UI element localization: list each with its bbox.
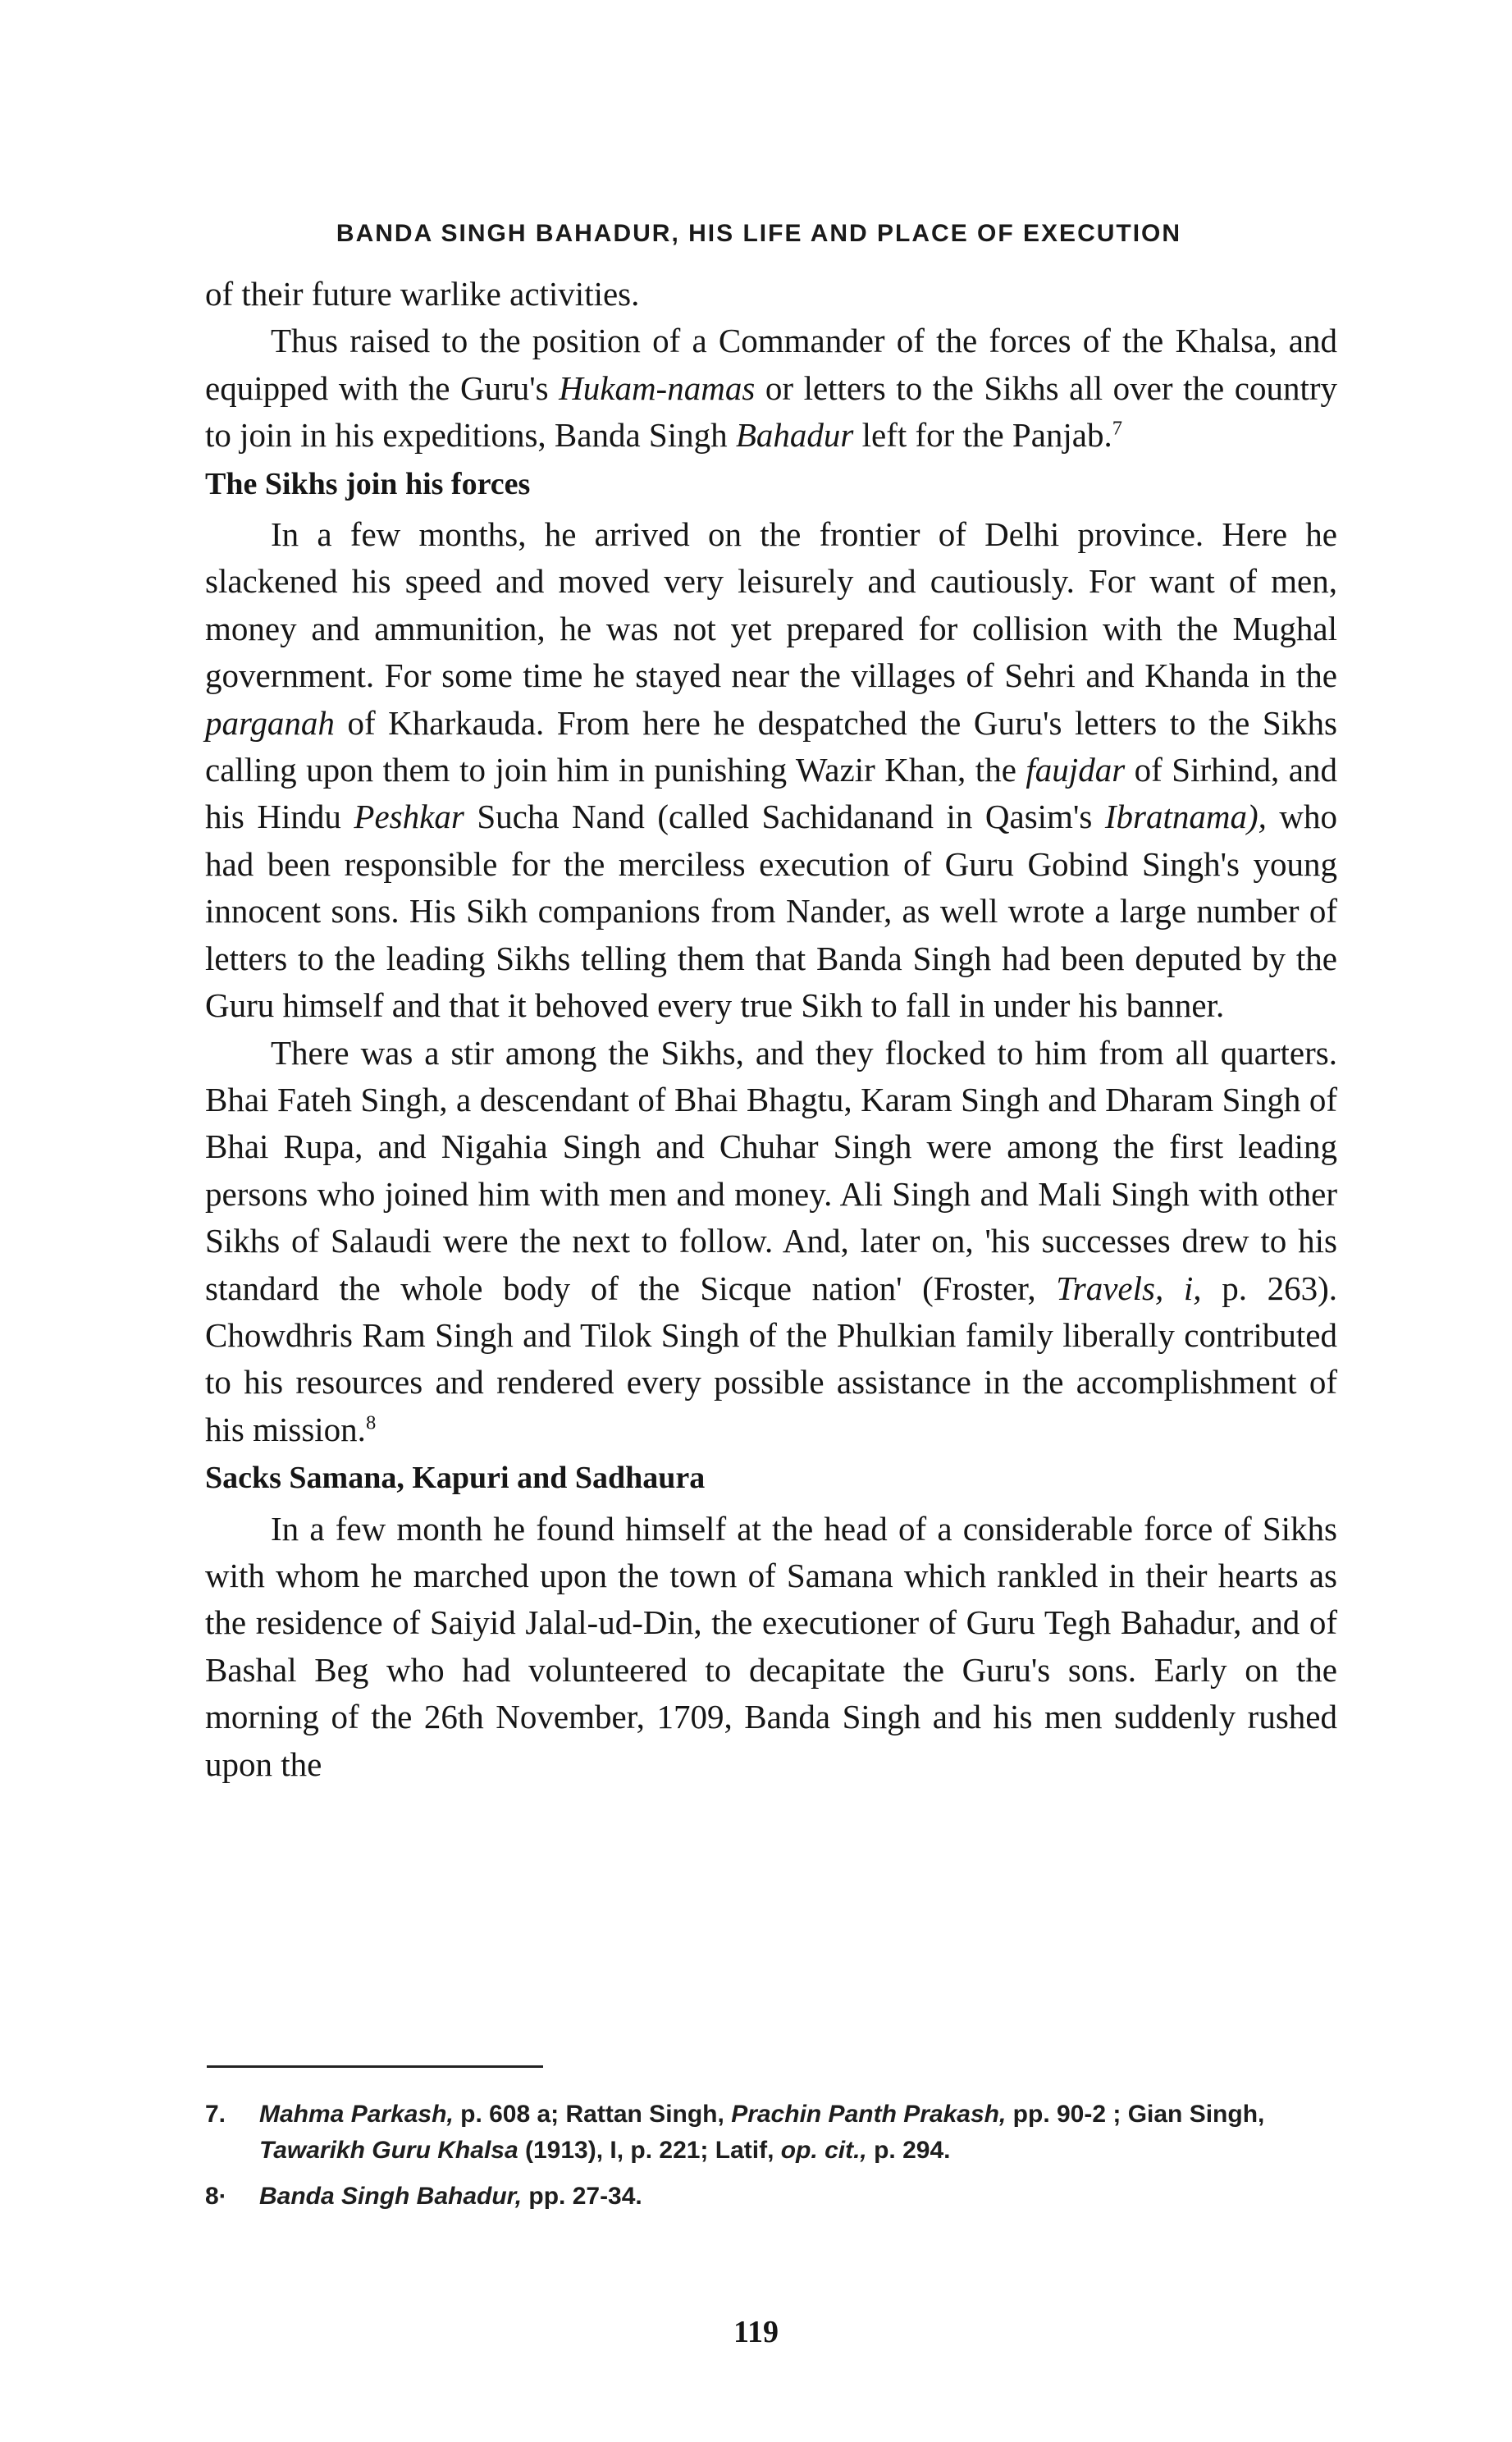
page-number: 119 <box>733 2315 779 2349</box>
paragraph: of their future warlike activities. <box>205 275 640 313</box>
footnotes <box>205 2097 1337 2225</box>
footnote-ref: 8 <box>365 1411 377 1434</box>
paragraph: In a few month he found himself at the head of a considerable force of Sikhs with whom he marched upon the town of Samana which rankled in their hearts as the residence of Saiyid Jalal-ud-Din, the executioner of Guru Tegh Bahadur, and of Bashal Beg who had volunteered to decapitate the Guru's sons. Early on the morning of the 26th November, 1709, Banda Singh and his men suddenly rushed upon the <box>205 1509 1337 1783</box>
paragraph: Thus raised to the position of a Commander of the forces of the Khalsa, and equipped with the Guru's Hukam-namas or letters to the Sikhs all over the country to join in his expeditions, Banda Singh Bahadur left for the Panjab.$^7$ <box>205 322 1337 455</box>
paragraph: There was a stir among the Sikhs, and they flocked to him from all quarters. Bhai Fateh Singh, a descendant of Bhai Bhagtu, Karam Singh and Dharam Singh of Bhai Rupa, and Nigahia Singh and Chuhar Singh were among the first leading persons who joined him with men and money. Ali Singh and Mali Singh with other Sikhs of Salaudi were the next to follow. And, later on, 'his successes drew to his standard the whole body of the Sicque nation' (Froster, Travels, i, p. 263). Chowdhris Ram Singh and Tilok Singh of the Phulkian family liberally contributed to his resources and rendered every possible assistance in the accomplishment of his mission.$^8$ <box>205 1033 1338 1448</box>
section-heading: The Sikhs join his forces <box>205 466 531 501</box>
running-header: BANDA SINGH BAHADUR, HIS LIFE AND PLACE OF EXECUTION <box>336 220 1182 247</box>
section-heading: Sacks Samana, Kapuri and Sadhaura <box>205 1461 706 1496</box>
paragraph: In a few months, he arrived on the frontier of Delhi province. Here he slackened his speed and moved very leisurely and cautiously. For want of men, money and ammunition, he was not yet prepared for collision with the Mughal government. For some time he stayed near the villages of Sehri and Khanda in the parganah of Kharkauda. From here he despatched the Guru's letters to the Sikhs calling upon them to join him in punishing Wazir Khan, the faujdar of Sirhind, and his Hindu Peshkar Sucha Nand (called Sachidanand in Qasim's Ibratnama), who had been responsible for the merciless execution of Guru Gobind Singh's young innocent sons. His Sikh companions from Nander, as well wrote a large number of letters to the leading Sikhs telling them that Banda Singh had been deputed by the Guru himself and that it behoved every true Sikh to fall in under his banner. <box>205 515 1338 1025</box>
footnote-7: 7. Mahma Parkash, p. 608 a; Rattan Singh, Prachin Panth Prakash, pp. 90-2 ; Gian Singh, Tawarikh Guru Khalsa (1913), I, p. 221; Latif, op. cit., p. 294. <box>205 2101 1265 2164</box>
footnote-rule <box>207 2065 543 2068</box>
main-text <box>205 271 1337 1788</box>
footnote-ref: 7 <box>1112 417 1123 440</box>
footnote-8: 8· Banda Singh Bahadur, pp. 27-34. <box>205 2183 642 2210</box>
